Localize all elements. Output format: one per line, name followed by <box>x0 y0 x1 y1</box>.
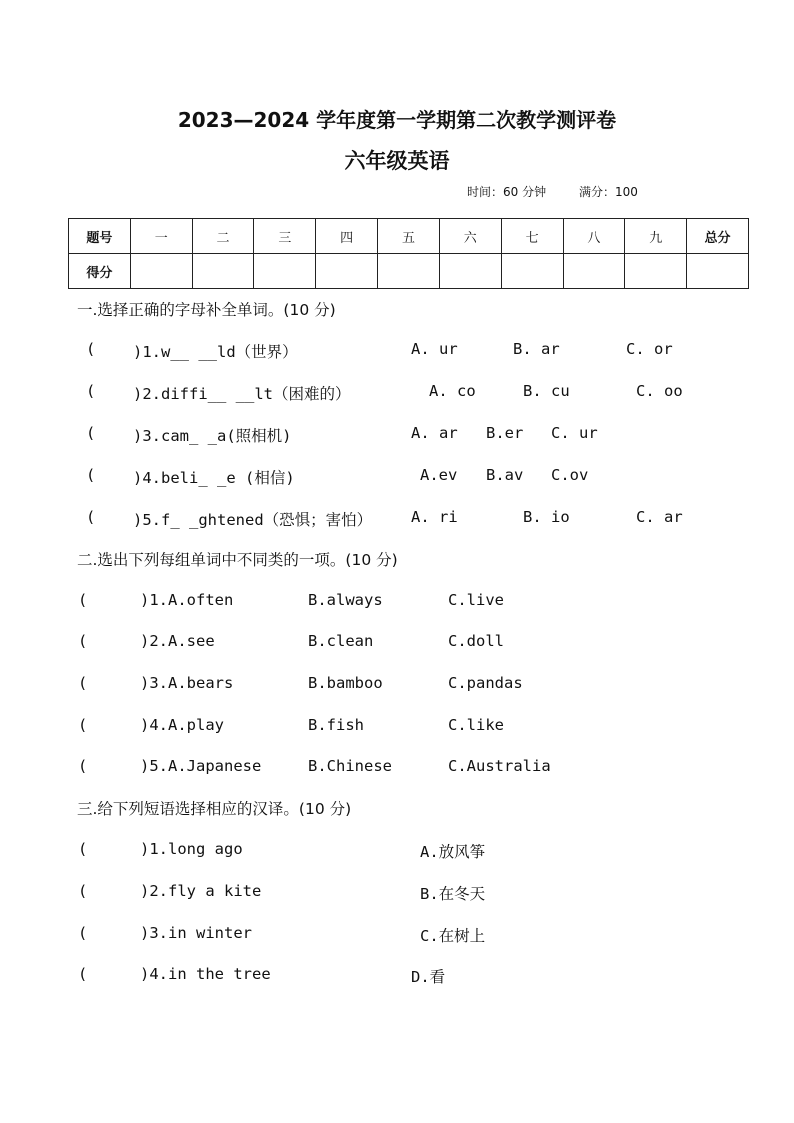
exam-subtitle: 六年级英语 <box>344 149 450 173</box>
option-a: A. ur <box>411 340 458 358</box>
exam-time: 时间：60 分钟 <box>467 185 547 199</box>
option-c: C. ur <box>551 424 598 442</box>
score-cell[interactable] <box>254 254 316 289</box>
translation-option: B.在冬天 <box>420 885 486 903</box>
score-table-head: 五 <box>378 219 440 254</box>
question-text: )3.A.bears <box>140 674 234 692</box>
score-cell[interactable] <box>316 254 378 289</box>
score-cell[interactable] <box>439 254 501 289</box>
option-c: C.pandas <box>448 674 523 692</box>
answer-paren[interactable]: ( <box>78 674 88 692</box>
score-cell[interactable] <box>130 254 192 289</box>
answer-paren[interactable]: ( <box>78 632 88 650</box>
answer-paren[interactable]: ( <box>86 424 96 442</box>
option-c: C. oo <box>636 382 683 400</box>
score-table-head: 一 <box>130 219 192 254</box>
option-c: C.live <box>448 591 504 609</box>
option-c: C. ar <box>636 508 683 526</box>
score-cell[interactable] <box>378 254 440 289</box>
option-b: B. cu <box>523 382 570 400</box>
answer-paren[interactable]: ( <box>78 840 88 858</box>
option-b: B.fish <box>308 716 364 734</box>
option-c: C.like <box>448 716 504 734</box>
option-c: C. or <box>626 340 673 358</box>
score-table-head: 三 <box>254 219 316 254</box>
option-b: B.er <box>486 424 524 442</box>
question-text: )3.cam_ _a(照相机) <box>133 427 292 445</box>
section-1-heading: 一.选择正确的字母补全单词。(10 分) <box>77 301 336 319</box>
question-text: )1.long ago <box>140 840 243 858</box>
question-text: )4.A.play <box>140 716 224 734</box>
question-text: )2.fly a kite <box>140 882 262 900</box>
score-table-head: 四 <box>316 219 378 254</box>
exam-title: 2023—2024 学年度第一学期第二次教学测评卷 <box>177 108 617 132</box>
answer-paren[interactable]: ( <box>78 757 88 775</box>
translation-option: C.在树上 <box>420 927 486 945</box>
score-table-score-row <box>69 254 749 289</box>
answer-paren[interactable]: ( <box>78 924 88 942</box>
option-b: B.clean <box>308 632 374 650</box>
score-table-head: 二 <box>192 219 254 254</box>
answer-paren[interactable]: ( <box>86 382 96 400</box>
translation-option: D.看 <box>411 968 446 986</box>
question-text: )1.w__ __ld（世界） <box>133 343 298 361</box>
answer-paren[interactable]: ( <box>78 965 88 983</box>
answer-paren[interactable]: ( <box>86 466 96 484</box>
question-text: )2.A.see <box>140 632 215 650</box>
option-b: B.Chinese <box>308 757 392 775</box>
exam-full-score: 满分：100 <box>579 185 638 199</box>
answer-paren[interactable]: ( <box>86 508 96 526</box>
score-table-head: 九 <box>625 219 687 254</box>
option-a: A. ar <box>411 424 458 442</box>
question-text: )4.in the tree <box>140 965 271 983</box>
score-table-head: 七 <box>501 219 563 254</box>
score-row-label: 得分 <box>69 254 131 289</box>
score-cell[interactable] <box>687 254 749 289</box>
answer-paren[interactable]: ( <box>86 340 96 358</box>
option-b: B. io <box>523 508 570 526</box>
option-a: A. ri <box>411 508 458 526</box>
score-table-head: 题号 <box>69 219 131 254</box>
question-text: )1.A.often <box>140 591 234 609</box>
question-text: )3.in winter <box>140 924 252 942</box>
option-b: B.av <box>486 466 524 484</box>
score-cell[interactable] <box>625 254 687 289</box>
score-table-head-row <box>69 219 749 254</box>
section-2-heading: 二.选出下列每组单词中不同类的一项。(10 分) <box>77 551 398 569</box>
score-table-head: 八 <box>563 219 625 254</box>
question-text: )4.beli_ _e (相信) <box>133 469 295 487</box>
answer-paren[interactable]: ( <box>78 882 88 900</box>
option-c: C.doll <box>448 632 504 650</box>
answer-paren[interactable]: ( <box>78 716 88 734</box>
score-table-head: 六 <box>439 219 501 254</box>
question-text: )2.diffi__ __lt（困难的） <box>133 385 351 403</box>
section-3-heading: 三.给下列短语选择相应的汉译。(10 分) <box>77 800 352 818</box>
option-a: A. co <box>429 382 476 400</box>
option-a: A.ev <box>420 466 458 484</box>
score-cell[interactable] <box>563 254 625 289</box>
score-cell[interactable] <box>192 254 254 289</box>
question-text: )5.f_ _ghtened（恐惧；害怕） <box>133 511 373 529</box>
score-table-head: 总分 <box>687 219 749 254</box>
option-b: B.always <box>308 591 383 609</box>
score-table <box>68 218 749 289</box>
option-c: C.Australia <box>448 757 551 775</box>
option-b: B.bamboo <box>308 674 383 692</box>
answer-paren[interactable]: ( <box>78 591 88 609</box>
question-text: )5.A.Japanese <box>140 757 262 775</box>
option-c: C.ov <box>551 466 589 484</box>
option-b: B. ar <box>513 340 560 358</box>
score-cell[interactable] <box>501 254 563 289</box>
translation-option: A.放风筝 <box>420 843 486 861</box>
